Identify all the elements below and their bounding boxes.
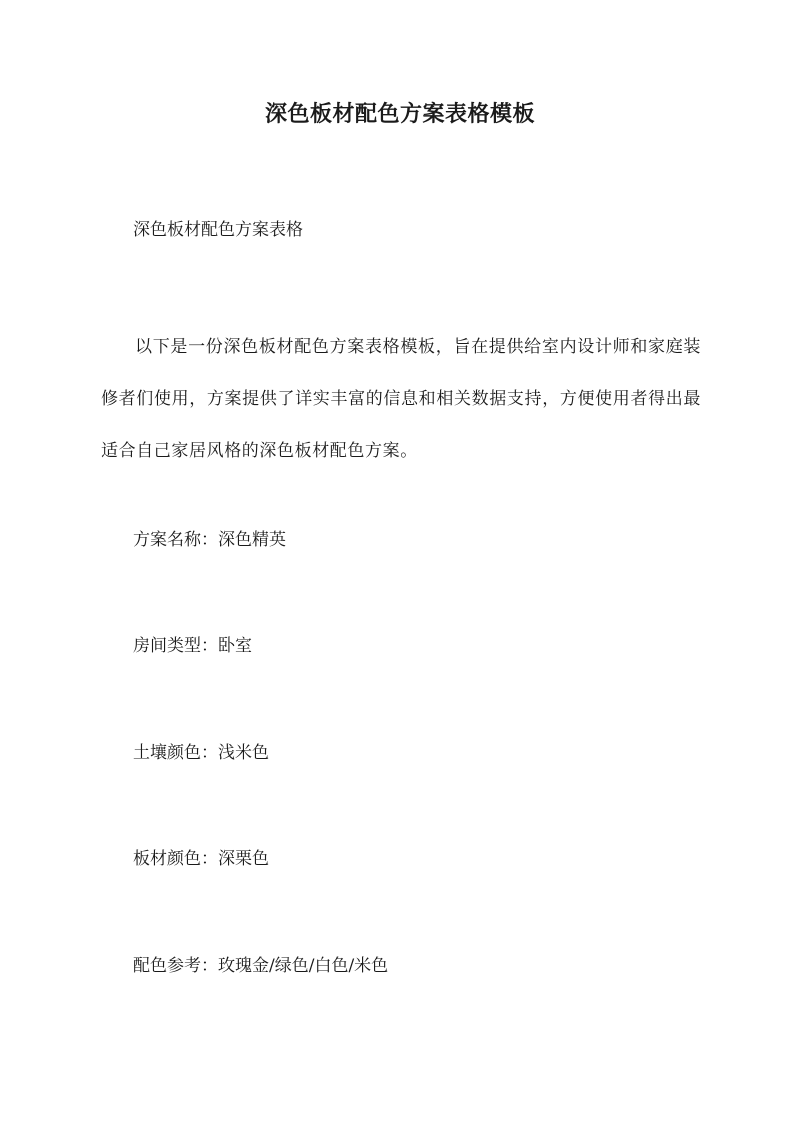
field-label: 方案名称：: [133, 530, 218, 550]
field-label: 土壤颜色：: [133, 743, 218, 763]
field-label: 板材颜色：: [133, 849, 218, 869]
document-title: 深色板材配色方案表格模板: [264, 101, 535, 127]
document-subtitle: 深色板材配色方案表格: [133, 220, 303, 240]
field-color-reference: [133, 953, 388, 979]
field-label: 配色参考：: [133, 956, 218, 976]
field-value: 深色精英: [218, 530, 286, 550]
field-scheme-name: [133, 527, 286, 553]
field-board-color: [133, 846, 269, 872]
field-value: 深栗色: [218, 849, 269, 869]
field-value: 卧室: [218, 636, 252, 656]
field-label: 房间类型：: [133, 636, 218, 656]
field-value: 浅米色: [218, 743, 269, 763]
field-room-type: [133, 633, 252, 659]
field-soil-color: [133, 740, 269, 766]
intro-paragraph: 以下是一份深色板材配色方案表格模板，旨在提供给室内设计师和家庭装修者们使用，方案提供了详实丰富的信息和相关数据支持，方便使用者得出最适合自己家居风格的深色板材配色方案。: [101, 337, 701, 461]
field-value: 玫瑰金/绿色/白色/米色: [218, 956, 389, 976]
